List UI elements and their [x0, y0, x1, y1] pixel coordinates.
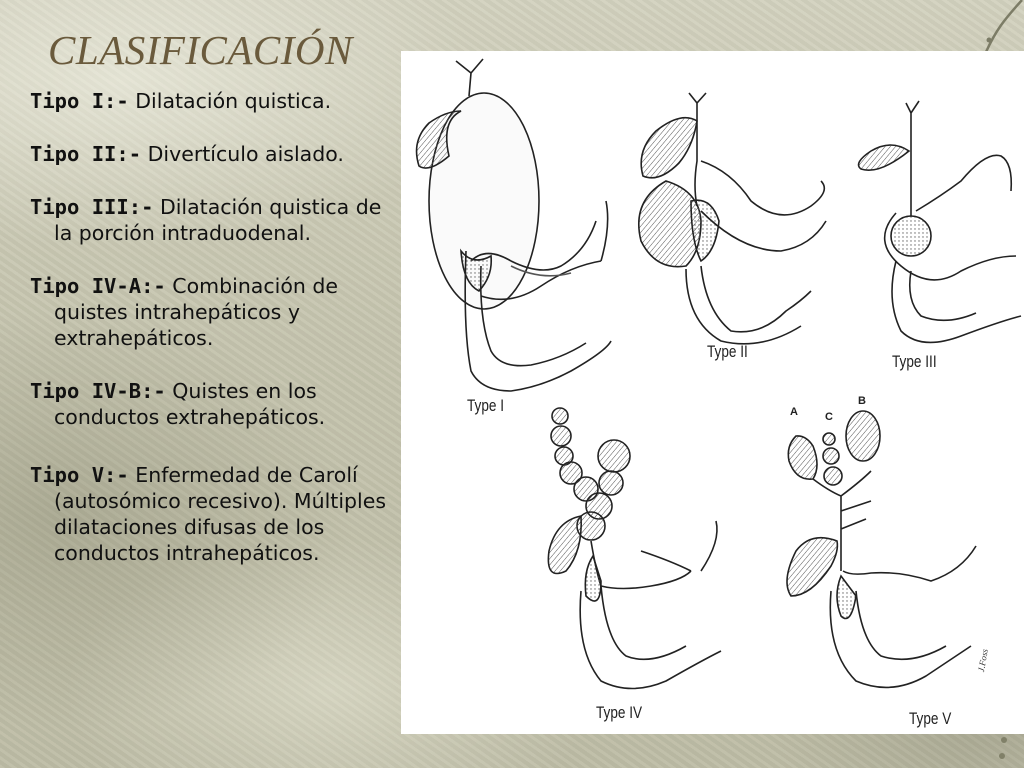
item-text: Enfermedad de Carolí (autosómico recesivo). Múltiples dilataciones difusas de los conductos intrahepáticos.: [54, 463, 387, 565]
slide-title: CLASIFICACIÓN: [48, 27, 353, 73]
label-type-2: Type II: [707, 342, 748, 361]
item-label: Tipo IV-A:-: [30, 274, 166, 298]
label-c: C: [825, 411, 833, 423]
label-b: B: [858, 395, 866, 407]
item-text: Dilatación quistica de la porción intraduodenal.: [54, 195, 382, 245]
label-type-3: Type III: [892, 352, 937, 371]
type-1-drawing: [417, 59, 611, 391]
label-type-1: Type I: [467, 396, 505, 415]
list-item-type-2: [30, 141, 390, 167]
type-2-drawing: [639, 93, 826, 344]
choledochal-cyst-illustration: [401, 51, 1024, 734]
type-5-drawing: [787, 411, 976, 687]
label-a: A: [790, 406, 798, 418]
list-item-type-5: [30, 462, 390, 566]
item-text: Quistes en los conductos extrahepáticos.: [54, 379, 326, 429]
item-text: Dilatación quistica.: [128, 89, 332, 113]
item-label: Tipo IV-B:-: [30, 379, 166, 403]
classification-list: [30, 88, 390, 593]
label-type-5: Type V: [909, 709, 952, 728]
type-4-drawing: [548, 408, 721, 689]
illustrator-signature: J.Foss: [976, 648, 990, 673]
list-item-type-1: [30, 88, 390, 114]
item-label: Tipo V:-: [30, 463, 129, 487]
item-text: Divertículo aislado.: [141, 142, 344, 166]
list-item-type-3: [30, 194, 390, 246]
illustration-drawing: [401, 51, 1024, 734]
item-label: Tipo I:-: [30, 89, 129, 113]
label-type-4: Type IV: [596, 703, 643, 722]
type-3-drawing: [859, 101, 1021, 342]
item-label: Tipo III:-: [30, 195, 154, 219]
list-item-type-4b: [30, 378, 390, 430]
list-item-type-4a: [30, 273, 390, 351]
item-text: Combinación de quistes intrahepáticos y extrahepáticos.: [54, 274, 339, 350]
item-label: Tipo II:-: [30, 142, 142, 166]
